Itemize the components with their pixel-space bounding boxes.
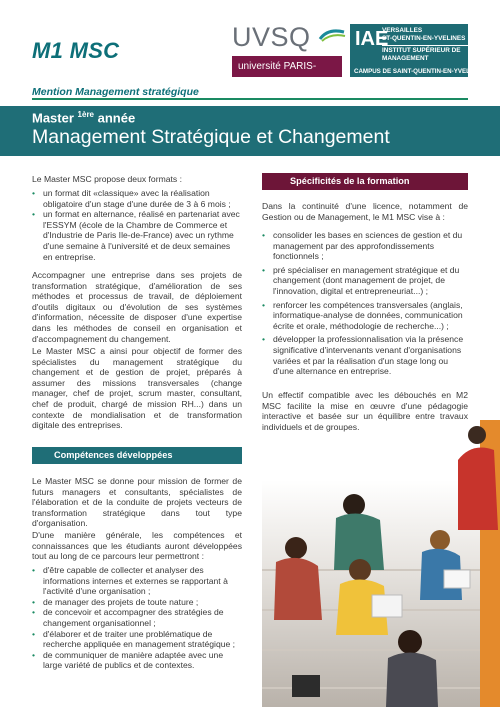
iae-line-1: VERSAILLES <box>382 27 423 34</box>
list-item: • pré spécialiser en management stratégique et du changement (dont management de projet, de l'innovation, digital et entrepreneuriat...) ; <box>262 265 468 297</box>
aims-list <box>262 230 468 377</box>
skills-intro: D'une manière générale, les compétences et connaissances que les étudiants auront développées tout au long de ce parcours leur permettront : <box>32 530 242 562</box>
section-title: Spécificités de la formation <box>290 176 410 186</box>
competences-header <box>32 447 242 464</box>
list-item: • un format en alternance, réalisé en partenariat avec l'ESSYM (école de la Chambre de Commerce et d'Industrie de Paris Ile-de-France) avec un rythme d'une semaine à l'université et de deux semaines en entreprise. <box>32 209 240 262</box>
year-superscript: 1ère <box>77 110 95 119</box>
list-item: • développer la professionnalisation via la présence significative d'intervenants venant d'organisations variées et par la réalisation d'un stage long ou d'une alternance en entreprise. <box>262 334 468 376</box>
year-word: année <box>97 110 136 126</box>
list-item: • renforcer les compétences transversales (anglais, informatique-analyse de données, communication écrite et orale, méthodologie de recherche...) ; <box>262 300 468 332</box>
list-item: • d'élaborer et de traiter une problématique de recherche appliquée en management stratégique ; <box>32 629 242 650</box>
master-word: Master <box>32 110 74 126</box>
mention-subtitle: Mention Management stratégique <box>32 86 199 98</box>
page-title: Management Stratégique et Changement <box>32 126 390 148</box>
iae-logo-mark: IAE <box>355 28 389 50</box>
uvsq-swoosh-icon <box>318 28 346 42</box>
context-paragraph: Accompagner une entreprise dans ses projets de transformation stratégique, d'amélioration de ses méthodes et processus de travail, de déploiement d'outils digitaux ou d'évolution de ses systèmes d'information, nécessite de disposer d'une expertise dans les méthodes de conseil en organisation et d'accompagnement du changement. <box>32 270 242 344</box>
iae-logo-text <box>382 27 500 64</box>
paris-saclay-logo: université PARIS-SACLAY <box>232 56 342 77</box>
objective-paragraph: Le Master MSC a ainsi pour objectif de former des spécialistes du management stratégique du changement et de gestion de projet, préparés à assumer des missions transversales (change manager, chef de projet, scrum master, consultant, chef de produit, chargé de mission RH...) dans un contexte de mondialisation et de transformation digitale des entreprises. <box>32 346 242 431</box>
list-item: • de manager des projets de toute nature ; <box>32 597 242 608</box>
campus-label: CAMPUS DE SAINT-QUENTIN-EN-YVELINES <box>354 68 485 75</box>
mission-paragraph: Le Master MSC se donne pour mission de former de futurs managers et consultants, spécialistes de l'élaboration et de la conduite de projets vecteurs de transformation stratégique dans tout type d'organisation. <box>32 476 242 529</box>
section-title: Compétences développées <box>54 450 173 460</box>
uvsq-logo: UVSQ <box>232 22 311 52</box>
list-item: • un format dit «classique» avec la réalisation obligatoire d'un stage d'une durée de 3 à 6 mois ; <box>32 188 240 209</box>
iae-line-3: INSTITUT SUPÉRIEUR DE MANAGEMENT <box>382 45 500 64</box>
aims-intro: Dans la continuité d'une licence, notamment de Gestion ou de Management, le M1 MSC vise à : <box>262 201 468 222</box>
specificites-header <box>262 173 468 190</box>
master-year-label <box>32 110 135 125</box>
header-divider <box>32 98 468 100</box>
students-photo <box>262 420 500 707</box>
formats-list <box>32 188 240 262</box>
formats-intro: Le Master MSC propose deux formats : <box>32 174 182 184</box>
iae-line-2: ST-QUENTIN-EN-YVELINES <box>382 35 466 43</box>
list-item: • consolider les bases en sciences de gestion et du management par des approfondissements fonctionnels ; <box>262 230 468 262</box>
skills-list <box>32 565 242 671</box>
program-title: M1 MSC <box>32 38 120 63</box>
cohort-paragraph: Un effectif compatible avec les débouchés en M2 MSC facilite la mise en œuvre d'une pédagogie interactive et basée sur un équilibre entre travaux individuels et de groupes. <box>262 390 468 432</box>
list-item: • d'être capable de collecter et analyser des informations internes et externes se rapportant à l'activité d'une organisation ; <box>32 565 242 597</box>
list-item: • de concevoir et accompagner des stratégies de changement organisationnel ; <box>32 607 242 628</box>
list-item: • de communiquer de manière adaptée avec une large variété de publics et de contextes. <box>32 650 242 671</box>
